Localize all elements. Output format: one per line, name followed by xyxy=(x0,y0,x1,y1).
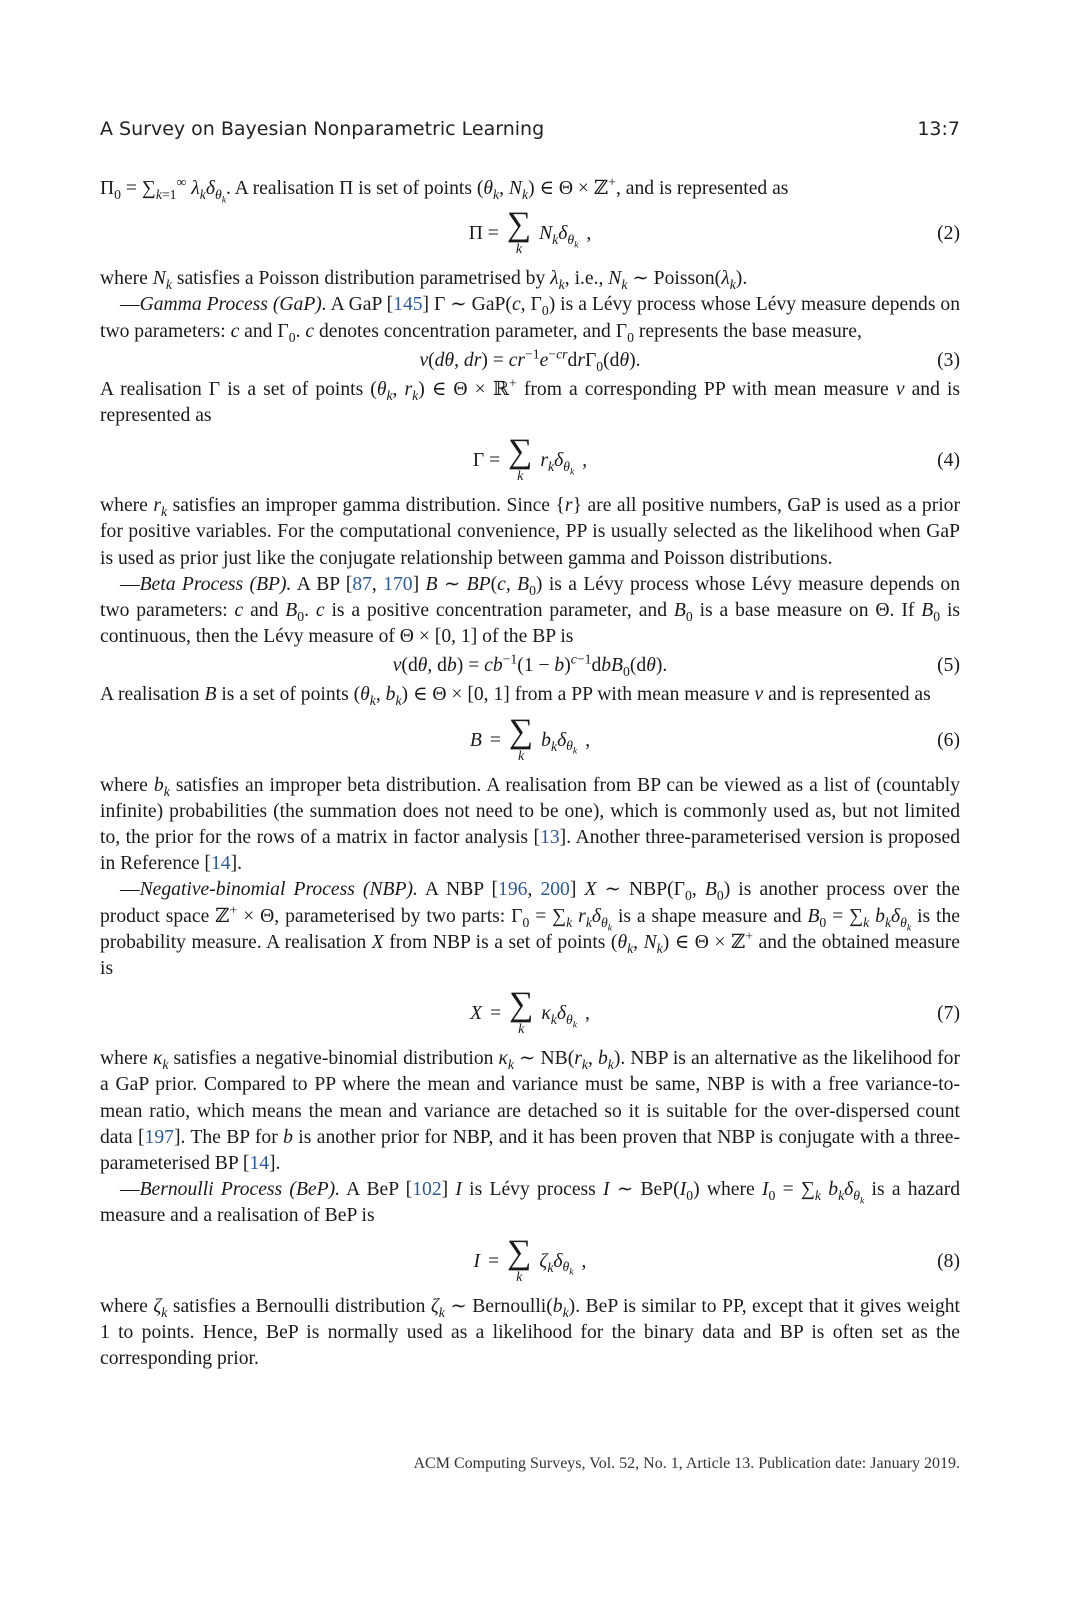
page-number: 13:7 xyxy=(917,118,960,140)
equation-5: ν(dθ, $db) = cb^{-1}(1 - b)^{c-1}dbB_0(d\theta)$. (5) xyxy=(392,651,960,680)
citation-link[interactable]: 196 xyxy=(498,879,528,901)
equation-number: (2) xyxy=(937,223,960,245)
running-header xyxy=(100,118,960,140)
paragraph: where $\zeta_k$ satisfies a Bernoulli distribution $\zeta_k$ ∼ $Bernoulli(b_k)$. BeP is similar to PP, except that it gives weight 1 to points. Hence, BeP is normally used as a likelihood for the binary data and BP is often set as the corresponding prior. xyxy=(100,1295,960,1370)
equation-number: (7) xyxy=(937,1003,960,1025)
paragraph: where $b_k$ satisfies an improper beta distribution. A realisation from BP can be viewed as a list of (countably infinite) probabilities (the summation does not need to be one), which is commonly used as, but not limited to, the prior for the rows of a matrix in factor analysis [13]. Another three-parameterised version is proposed in Reference [14]. xyxy=(100,774,960,875)
equation-number: (5) xyxy=(937,655,960,677)
body-text xyxy=(100,176,960,1372)
paragraph: —Bernoulli Process (BeP). A BeP [102] I is Lévy process I ∼ $BeP(I_0)$ where $I_0 = \sum_k$ $b_k\delta_{\theta_k}$ is a hazard measure and a realisation of BeP is xyxy=(100,1179,961,1227)
citation-link[interactable]: 102 xyxy=(412,1179,442,1201)
paragraph: —Gamma Process (GaP). A GaP [145] Γ ∼ GaP(c, $\Gamma_0$) is a Lévy process whose Lévy measure depends on two parameters: c and $\Gamma_0$. c denotes concentration parameter, and $\Gamma_0$ represents the base measure, xyxy=(100,294,961,345)
citation-link[interactable]: 14 xyxy=(210,853,231,875)
citation-link[interactable]: 200 xyxy=(540,879,570,901)
section-heading: Bernoulli Process (BeP). xyxy=(139,1179,340,1201)
equation-6: B = ∑ k $b_k\delta_{\theta_k}$ , (6) xyxy=(469,712,960,764)
citation-link[interactable]: 87 xyxy=(352,573,372,595)
equation-number: (3) xyxy=(937,349,960,371)
paragraph: —Beta Process (BP). A BP [87, 170] B ∼ BP(c, $B_0$) is a Lévy process whose Lévy measure depends on two parameters: c and $B_0$. c is a positive concentration parameter, and $B_0$ is a base measure on Θ. If $B_0$ is continuous, then the Lévy measure of Θ × [0, 1] of the BP is xyxy=(100,573,961,648)
citation-link[interactable]: 13 xyxy=(540,827,560,849)
paragraph: where $\kappa_k$ satisfies a negative-binomial distribution $\kappa_k$ ∼ $NB(r_k$, $b_k$). NBP is an alternative as the likelihood for a GaP prior. Compared to PP where the mean and variance must be same, NBP is with a free variance-to-mean ratio, which means the mean and variance are detached so it is suitable for the over-dispersed count data [197]. The BP for b is another prior for NBP, and it has been proven that NBP is conjugate with a three-parameterised BP [14]. xyxy=(100,1048,960,1175)
equation-3: ν(dθ, $dr) = cr^{-1}e^{-cr}dr\Gamma_0(d\theta)$. (3) xyxy=(419,346,960,374)
paragraph: A realisation B is a set of points ($\theta_k$, $b_k$) ∈ Θ × [0, 1] from a PP with mean measure ν and is represented as xyxy=(100,684,931,709)
citation-link[interactable]: 197 xyxy=(144,1126,174,1148)
equation-8: I = ∑ k $\zeta_k\delta_{\theta_k}$ , (8) xyxy=(473,1233,960,1285)
citation-link[interactable]: 145 xyxy=(393,294,423,316)
section-heading: Gamma Process (GaP). xyxy=(139,294,327,316)
equation-4: Γ = ∑ k $r_k\delta_{\theta_k}$ , (4) xyxy=(472,433,960,485)
paragraph: —Negative-binomial Process (NBP). A NBP [196, 200] X ∼ $NBP(\Gamma_0$, $B_0$) is another process over the product space ℤ+ × Θ, parameterised by two parts: $\Gamma_0 = \sum_k$ $r_k\delta_{\theta_k}$ is a shape measure and $B_0 = \sum_k$ $b_k\delta_{\theta_k}$ is the probability measure. A realisation X from NBP is a set of points ($\theta_k$, $N_k$) ∈ Θ × ℤ+ and the obtained measure is xyxy=(100,879,960,980)
paragraph: A realisation Γ is a set of points ($\theta_k$, $r_k$) ∈ Θ × ℝ+ from a corresponding PP with mean measure ν and is represented as xyxy=(100,375,961,427)
running-title: A Survey on Bayesian Nonparametric Learning xyxy=(100,118,545,140)
citation-link[interactable]: 170 xyxy=(383,573,413,595)
paragraph: where $r_k$ satisfies an improper gamma distribution. Since {r} are all positive numbers, GaP is used as a prior for positive variables. For the computational convenience, PP is usually selected as the likelihood when GaP is used as prior just like the conjugate relationship between gamma and Poisson distributions. xyxy=(100,495,961,569)
equation-7: X = ∑ k $\kappa_k\delta_{\theta_k}$ , (7) xyxy=(470,986,960,1038)
paragraph: $\Pi_0 = \sum_{k=1}^\infty$ $\lambda_k\delta_{\theta_k}$. A realisation Π is set of points ($\theta_k$, $N_k$) ∈ Θ × ℤ+, and is represented as xyxy=(100,174,789,206)
equation-number: (6) xyxy=(937,729,960,751)
section-heading: Negative-binomial Process (NBP). xyxy=(139,879,418,901)
equation-2: Π = ∑ k $N_k\delta_{\theta_k}$ , (2) xyxy=(468,206,960,258)
page-footer: ACM Computing Surveys, Vol. 52, No. 1, Article 13. Publication date: January 2019. xyxy=(413,1455,960,1472)
equation-number: (4) xyxy=(937,450,960,472)
citation-link[interactable]: 14 xyxy=(249,1153,270,1175)
paragraph: where $N_k$ satisfies a Poisson distribution parametrised by $\lambda_k$, i.e., $N_k$ ∼ $Poisson(\lambda_k)$. xyxy=(100,268,748,293)
section-heading: Beta Process (BP). xyxy=(139,573,292,595)
equation-number: (8) xyxy=(937,1250,960,1272)
